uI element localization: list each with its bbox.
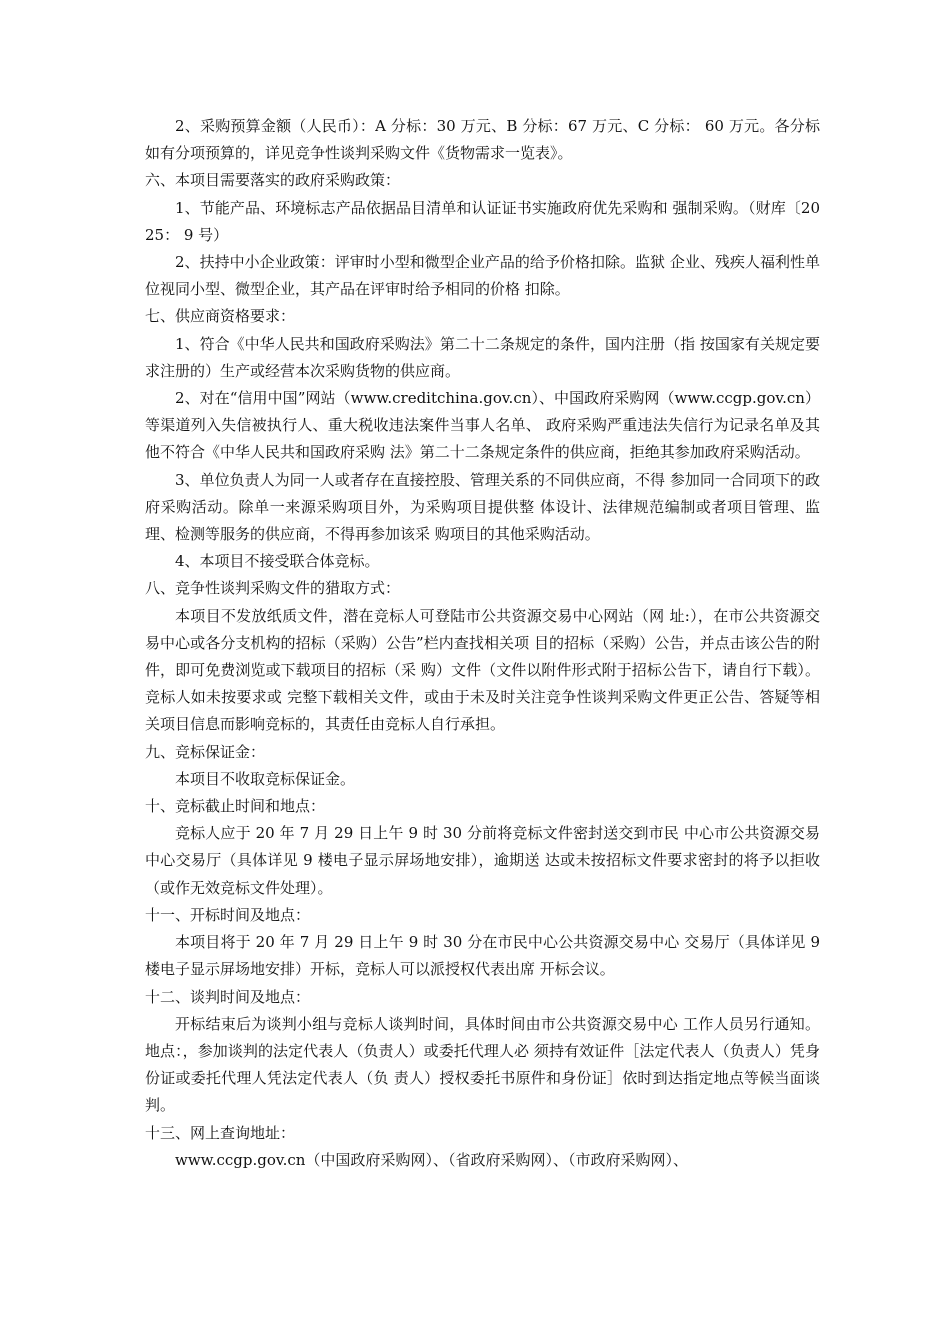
section-heading-10: 十、竞标截止时间和地点： xyxy=(145,797,326,816)
opening-paragraph: 本项目将于 20 年 7 月 29 日上午 9 时 30 分在市民中心公共资源交易中心 交易厅（具体详见 9 楼电子显示屏场地安排）开标，竞标人可以派授权代表出席 开标会议。 xyxy=(145,933,820,979)
document-page xyxy=(145,113,820,1174)
query-address-paragraph: www.ccgp.gov.cn（中国政府采购网）、（省政府采购网）、（市政府采购网）、 xyxy=(175,1150,688,1169)
section-heading-9: 九、竞标保证金： xyxy=(145,742,266,761)
qualification-paragraph-1: 1、符合《中华人民共和国政府采购法》第二十二条规定的条件，国内注册（指 按国家有关规定要求注册的）生产或经营本次采购货物的供应商。 xyxy=(145,334,820,380)
deadline-paragraph: 竞标人应于 20 年 7 月 29 日上午 9 时 30 分前将竞标文件密封送交到市民 中心市公共资源交易中心交易厅（具体详见 9 楼电子显示屏场地安排），逾期送 达或未按招标文件要求密封的将予以拒收（或作无效竞标文件处理）。 xyxy=(145,824,820,897)
section-heading-11: 十一、开标时间及地点： xyxy=(145,905,311,924)
qualification-paragraph-2: 2、对在“信用中国”网站（www.creditchina.gov.cn）、中国政府采购网（www.ccgp.gov.cn）等渠道列入失信被执行人、重大税收违法案件当事人名单、 政府采购严重违法失信行为记录名单及其他不符合《中华人民共和国政府采购 法》第二十二条规定条件的供应商，拒绝其参加政府采购活动。 xyxy=(145,389,820,462)
section-heading-6: 六、本项目需要落实的政府采购政策： xyxy=(145,171,401,190)
document-access-paragraph: 本项目不发放纸质文件，潜在竞标人可登陆市公共资源交易中心网站（网 址:），在市公共资源交易中心或各分支机构的招标（采购）公告”栏内查找相关项 目的招标（采购）公告，并点击该公告的附件，即可免费浏览或下载项目的招标（采 购）文件（文件以附件形式附于招标公告下，请自行下载）。竞标人如未按要求或 完整下载相关文件，或由于未及时关注竞争性谈判采购文件更正公告、答疑等相 关项目信息而影响竞标的，其责任由竞标人自行承担。 xyxy=(145,606,820,734)
policy-paragraph-2: 2、扶持中小企业政策：评审时小型和微型企业产品的给予价格扣除。监狱 企业、残疾人福利性单位视同小型、微型企业，其产品在评审时给予相同的价格 扣除。 xyxy=(145,253,820,299)
section-heading-13: 十三、网上查询地址： xyxy=(145,1123,296,1142)
policy-paragraph-1: 1、节能产品、环境标志产品依据品目清单和认证证书实施政府优先采购和 强制采购。（财库〔2025： 9 号） xyxy=(145,198,820,244)
qualification-paragraph-3: 3、单位负责人为同一人或者存在直接控股、管理关系的不同供应商，不得 参加同一合同项下的政府采购活动。除单一来源采购项目外，为采购项目提供整 体设计、法律规范编制或者项目管理、监理、检测等服务的供应商，不得再参加该采 购项目的其他采购活动。 xyxy=(145,470,820,544)
section-heading-12: 十二、谈判时间及地点： xyxy=(145,987,311,1006)
qualification-paragraph-4: 4、本项目不接受联合体竞标。 xyxy=(175,552,380,571)
budget-paragraph: 2、采购预算金额（人民币）：A 分标：30 万元、B 分标：67 万元、C 分标： 60 万元。各分标如有分项预算的，详见竞争性谈判采购文件《货物需求一览表》。 xyxy=(145,117,820,163)
section-heading-8: 八、竞争性谈判采购文件的猎取方式： xyxy=(145,579,401,598)
deposit-paragraph: 本项目不收取竞标保证金。 xyxy=(175,769,356,788)
section-heading-7: 七、供应商资格要求： xyxy=(145,307,296,326)
negotiation-paragraph: 开标结束后为谈判小组与竞标人谈判时间，具体时间由市公共资源交易中心 工作人员另行通知。地点：，参加谈判的法定代表人（负责人）或委托代理人必 须持有效证件［法定代表人（负责人）凭身份证或委托代理人凭法定代表人（负 责人）授权委托书原件和身份证］依时到达指定地点等候当面谈判。 xyxy=(145,1014,820,1115)
